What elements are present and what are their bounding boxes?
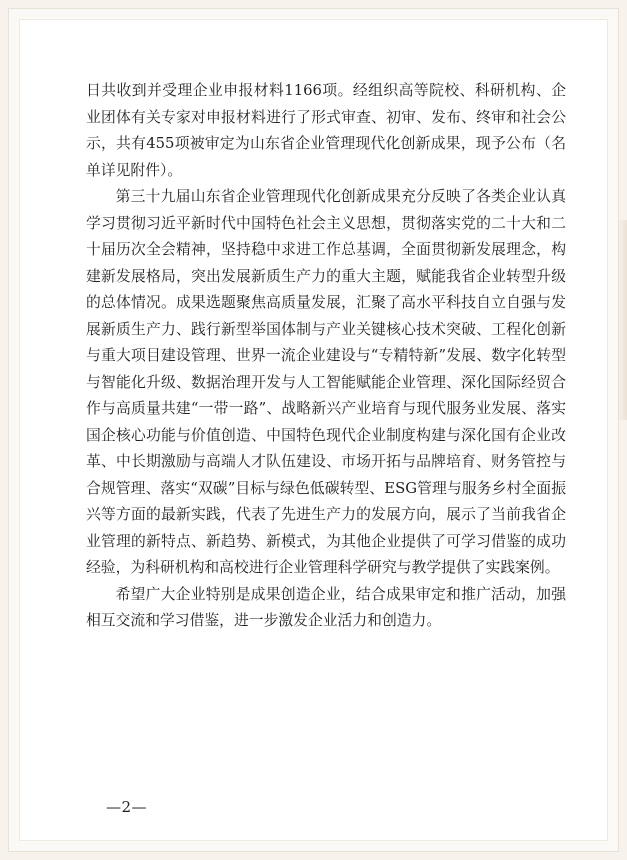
paragraph-closing: 希望广大企业特别是成果创造企业，结合成果审定和推广活动，加强相互交流和学习借鉴，进一步激发企业活力和创造力。 [86, 585, 566, 629]
page-number: —2— [106, 798, 148, 816]
document-body [86, 78, 566, 635]
paragraph-continuation: 日共收到并受理企业申报材料1166项。经组织高等院校、科研机构、企业团体有关专家对申报材料进行了形式审查、初审、发布、终审和社会公示，共有455项被审定为山东省企业管理现代化创新成果，现予公布（名单详见附件）。 [86, 82, 566, 179]
paragraph-summary: 第三十九届山东省企业管理现代化创新成果充分反映了各类企业认真学习贯彻习近平新时代中国特色社会主义思想，贯彻落实党的二十大和二十届历次全会精神，坚持稳中求进工作总基调，全面贯彻新发展理念，构建新发展格局，突出发展新质生产力的重大主题，赋能我省企业转型升级的总体情况。成果选题聚焦高质量发展，汇聚了高水平科技自立自强与发展新质生产力、践行新型举国体制与产业关键核心技术突破、工程化创新与重大项目建设管理、世界一流企业建设与“专精特新”发展、数字化转型与智能化升级、数据治理开发与人工智能赋能企业管理、深化国际经贸合作与高质量共建“一带一路”、战略新兴产业培育与现代服务业发展、落实国企核心功能与价值创造、中国特色现代企业制度构建与深化国有企业改革、中长期激励与高端人才队伍建设、市场开拓与品牌培育、财务管控与合规管理、落实“双碳”目标与绿色低碳转型、ESG管理与服务乡村全面振兴等方面的最新实践，代表了先进生产力的发展方向，展示了当前我省企业管理的新特点、新趋势、新模式，为其他企业提供了可学习借鉴的成功经验，为科研机构和高校进行企业管理科学研究与教学提供了实践案例。 [86, 188, 566, 576]
document-page [20, 20, 607, 840]
page-edge-shadow [617, 220, 627, 420]
